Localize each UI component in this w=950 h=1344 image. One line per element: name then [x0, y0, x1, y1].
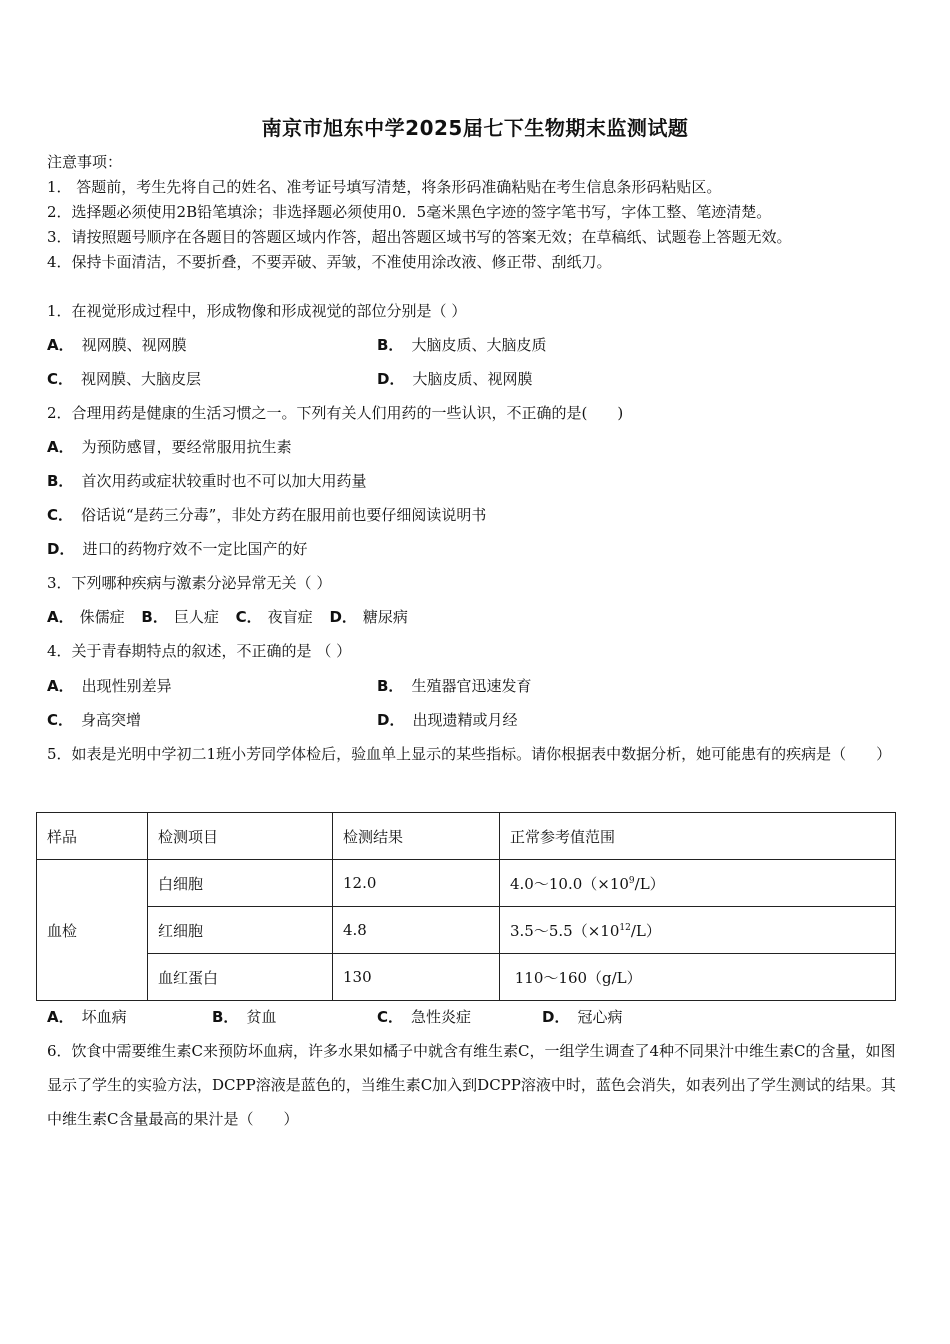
q1-option-a[interactable] — [47, 335, 187, 355]
question-5-stem: 5．如表是光明中学初二1班小芳同学体检后，验血单上显示的某些指标。请你根据表中数据分析，她可能患有的疾病是（ ） — [47, 745, 892, 763]
option-key: D． — [377, 711, 405, 729]
option-key: C． — [47, 711, 74, 729]
range-text: 4.0～10.0（×10 — [510, 874, 629, 893]
q1-option-d[interactable] — [377, 369, 532, 389]
option-key: A． — [47, 677, 74, 695]
option-text: 大脑皮质、大脑皮质 — [411, 336, 547, 354]
range-cell — [500, 860, 896, 907]
option-text: 俗话说“是药三分毒”，非处方药在服用前也要仔细阅读说明书 — [81, 506, 487, 524]
q2-option-d[interactable] — [47, 539, 307, 559]
sample-cell: 血检 — [37, 860, 148, 1001]
option-key: B． — [377, 336, 404, 354]
option-key: A． — [47, 1008, 74, 1026]
option-text: 急性炎症 — [411, 1008, 472, 1026]
q3-option-c[interactable] — [236, 608, 319, 626]
notice-item: 1． 答题前，考生先将自己的姓名、准考证号填写清楚，将条形码准确粘贴在考生信息条形码粘贴区。 — [47, 178, 722, 196]
option-key: B． — [47, 472, 74, 490]
option-text: 首次用药或症状较重时也不可以加大用药量 — [81, 472, 367, 490]
option-key: B． — [141, 608, 168, 626]
option-text: 大脑皮质、视网膜 — [412, 370, 533, 388]
table-header-cell: 样品 — [37, 813, 148, 860]
question-6-stem: 6．饮食中需要维生素C来预防坏血病，许多水果如橘子中就含有维生素C，一组学生调查了4种不同果汁中维生素C的含量，如图显示了学生的实验方法，DCPP溶液是蓝色的，当维生素C加入到DCPP溶液中时，蓝色会消失，如表列出了学生测试的结果。其中维生素C含量最高的果汁是（ ） — [47, 1042, 896, 1128]
range-unit: /L） — [634, 874, 665, 893]
option-key: A． — [47, 336, 74, 354]
option-key: D． — [47, 540, 75, 558]
q4-option-d[interactable] — [377, 710, 517, 730]
option-text: 身高突增 — [81, 711, 142, 729]
q5-option-a[interactable] — [47, 1007, 127, 1027]
range-exponent: 9 — [628, 875, 635, 886]
option-text: 进口的药物疗效不一定比国产的好 — [82, 540, 308, 558]
table-row — [37, 907, 896, 954]
option-key: A． — [47, 438, 74, 456]
question-1-stem: 1．在视觉形成过程中，形成物像和形成视觉的部位分别是（ ） — [47, 302, 467, 320]
option-text: 坏血病 — [81, 1008, 127, 1026]
option-text: 视网膜、大脑皮层 — [81, 370, 202, 388]
q5-option-c[interactable] — [377, 1007, 471, 1027]
notice-item: 3．请按照题号顺序在各题目的答题区域内作答，超出答题区域书写的答案无效；在草稿纸、试题卷上答题无效。 — [47, 228, 792, 246]
option-text: 为预防感冒，要经常服用抗生素 — [81, 438, 292, 456]
question-3-stem: 3．下列哪种疾病与激素分泌异常无关（ ） — [47, 574, 332, 592]
q3-option-a[interactable] — [47, 608, 131, 626]
range-text: 110～160（g/L） — [510, 968, 642, 987]
table-row — [37, 860, 896, 907]
notice-item: 4．保持卡面清洁，不要折叠，不要弄破、弄皱，不准使用涂改液、修正带、刮纸刀。 — [47, 253, 612, 271]
blood-test-table — [36, 812, 896, 1001]
table-header-cell: 检测项目 — [148, 813, 333, 860]
option-key: B． — [377, 677, 404, 695]
table-row — [37, 954, 896, 1001]
q3-option-d[interactable] — [329, 608, 413, 626]
range-text: 3.5～5.5（×10 — [510, 921, 620, 940]
range-unit: /L） — [630, 921, 661, 940]
option-text: 生殖器官迅速发育 — [411, 677, 532, 695]
option-key: D． — [377, 370, 405, 388]
option-text: 出现遗精或月经 — [412, 711, 518, 729]
option-text: 侏儒症 — [79, 608, 125, 626]
range-cell — [500, 954, 896, 1001]
option-text: 夜盲症 — [267, 608, 313, 626]
q5-option-d[interactable] — [542, 1007, 622, 1027]
item-cell: 血红蛋白 — [148, 954, 333, 1001]
table-header-cell: 正常参考值范围 — [500, 813, 896, 860]
result-cell: 12.0 — [333, 860, 500, 907]
question-4-stem: 4．关于青春期特点的叙述，不正确的是 （ ） — [47, 642, 352, 660]
item-cell: 白细胞 — [148, 860, 333, 907]
option-key: C． — [47, 370, 74, 388]
notice-item: 2．选择题必须使用2B铅笔填涂；非选择题必须使用0．5毫米黑色字迹的签字笔书写，字体工整、笔迹清楚。 — [47, 203, 772, 221]
option-key: B． — [212, 1008, 239, 1026]
table-header-cell: 检测结果 — [333, 813, 500, 860]
q2-option-c[interactable] — [47, 505, 486, 525]
q4-option-a[interactable] — [47, 676, 172, 696]
option-text: 视网膜、视网膜 — [81, 336, 187, 354]
q2-option-b[interactable] — [47, 471, 366, 491]
result-cell: 130 — [333, 954, 500, 1001]
option-key: C． — [377, 1008, 404, 1026]
option-key: C． — [47, 506, 74, 524]
notice-heading: 注意事项： — [47, 153, 123, 171]
option-text: 贫血 — [246, 1008, 277, 1026]
question-2-stem: 2．合理用药是健康的生活习惯之一。下列有关人们用药的一些认识，不正确的是( ) — [47, 404, 624, 422]
q5-option-b[interactable] — [212, 1007, 276, 1027]
q4-option-b[interactable] — [377, 676, 531, 696]
q4-option-c[interactable] — [47, 710, 141, 730]
result-cell: 4.8 — [333, 907, 500, 954]
q1-option-b[interactable] — [377, 335, 546, 355]
page-title: 南京市旭东中学2025届七下生物期末监测试题 — [261, 116, 689, 140]
option-key: C． — [235, 608, 262, 626]
q3-option-b[interactable] — [141, 608, 224, 626]
option-text: 巨人症 — [173, 608, 219, 626]
option-key: D． — [329, 608, 357, 626]
range-cell — [500, 907, 896, 954]
option-key: D． — [542, 1008, 570, 1026]
range-exponent: 12 — [619, 922, 631, 933]
option-text: 糖尿病 — [362, 608, 408, 626]
option-key: A． — [47, 608, 74, 626]
q3-options — [47, 607, 420, 627]
option-text: 出现性别差异 — [81, 677, 172, 695]
table-header-row — [37, 813, 896, 860]
q2-option-a[interactable] — [47, 437, 292, 457]
q1-option-c[interactable] — [47, 369, 201, 389]
item-cell: 红细胞 — [148, 907, 333, 954]
option-text: 冠心病 — [577, 1008, 623, 1026]
